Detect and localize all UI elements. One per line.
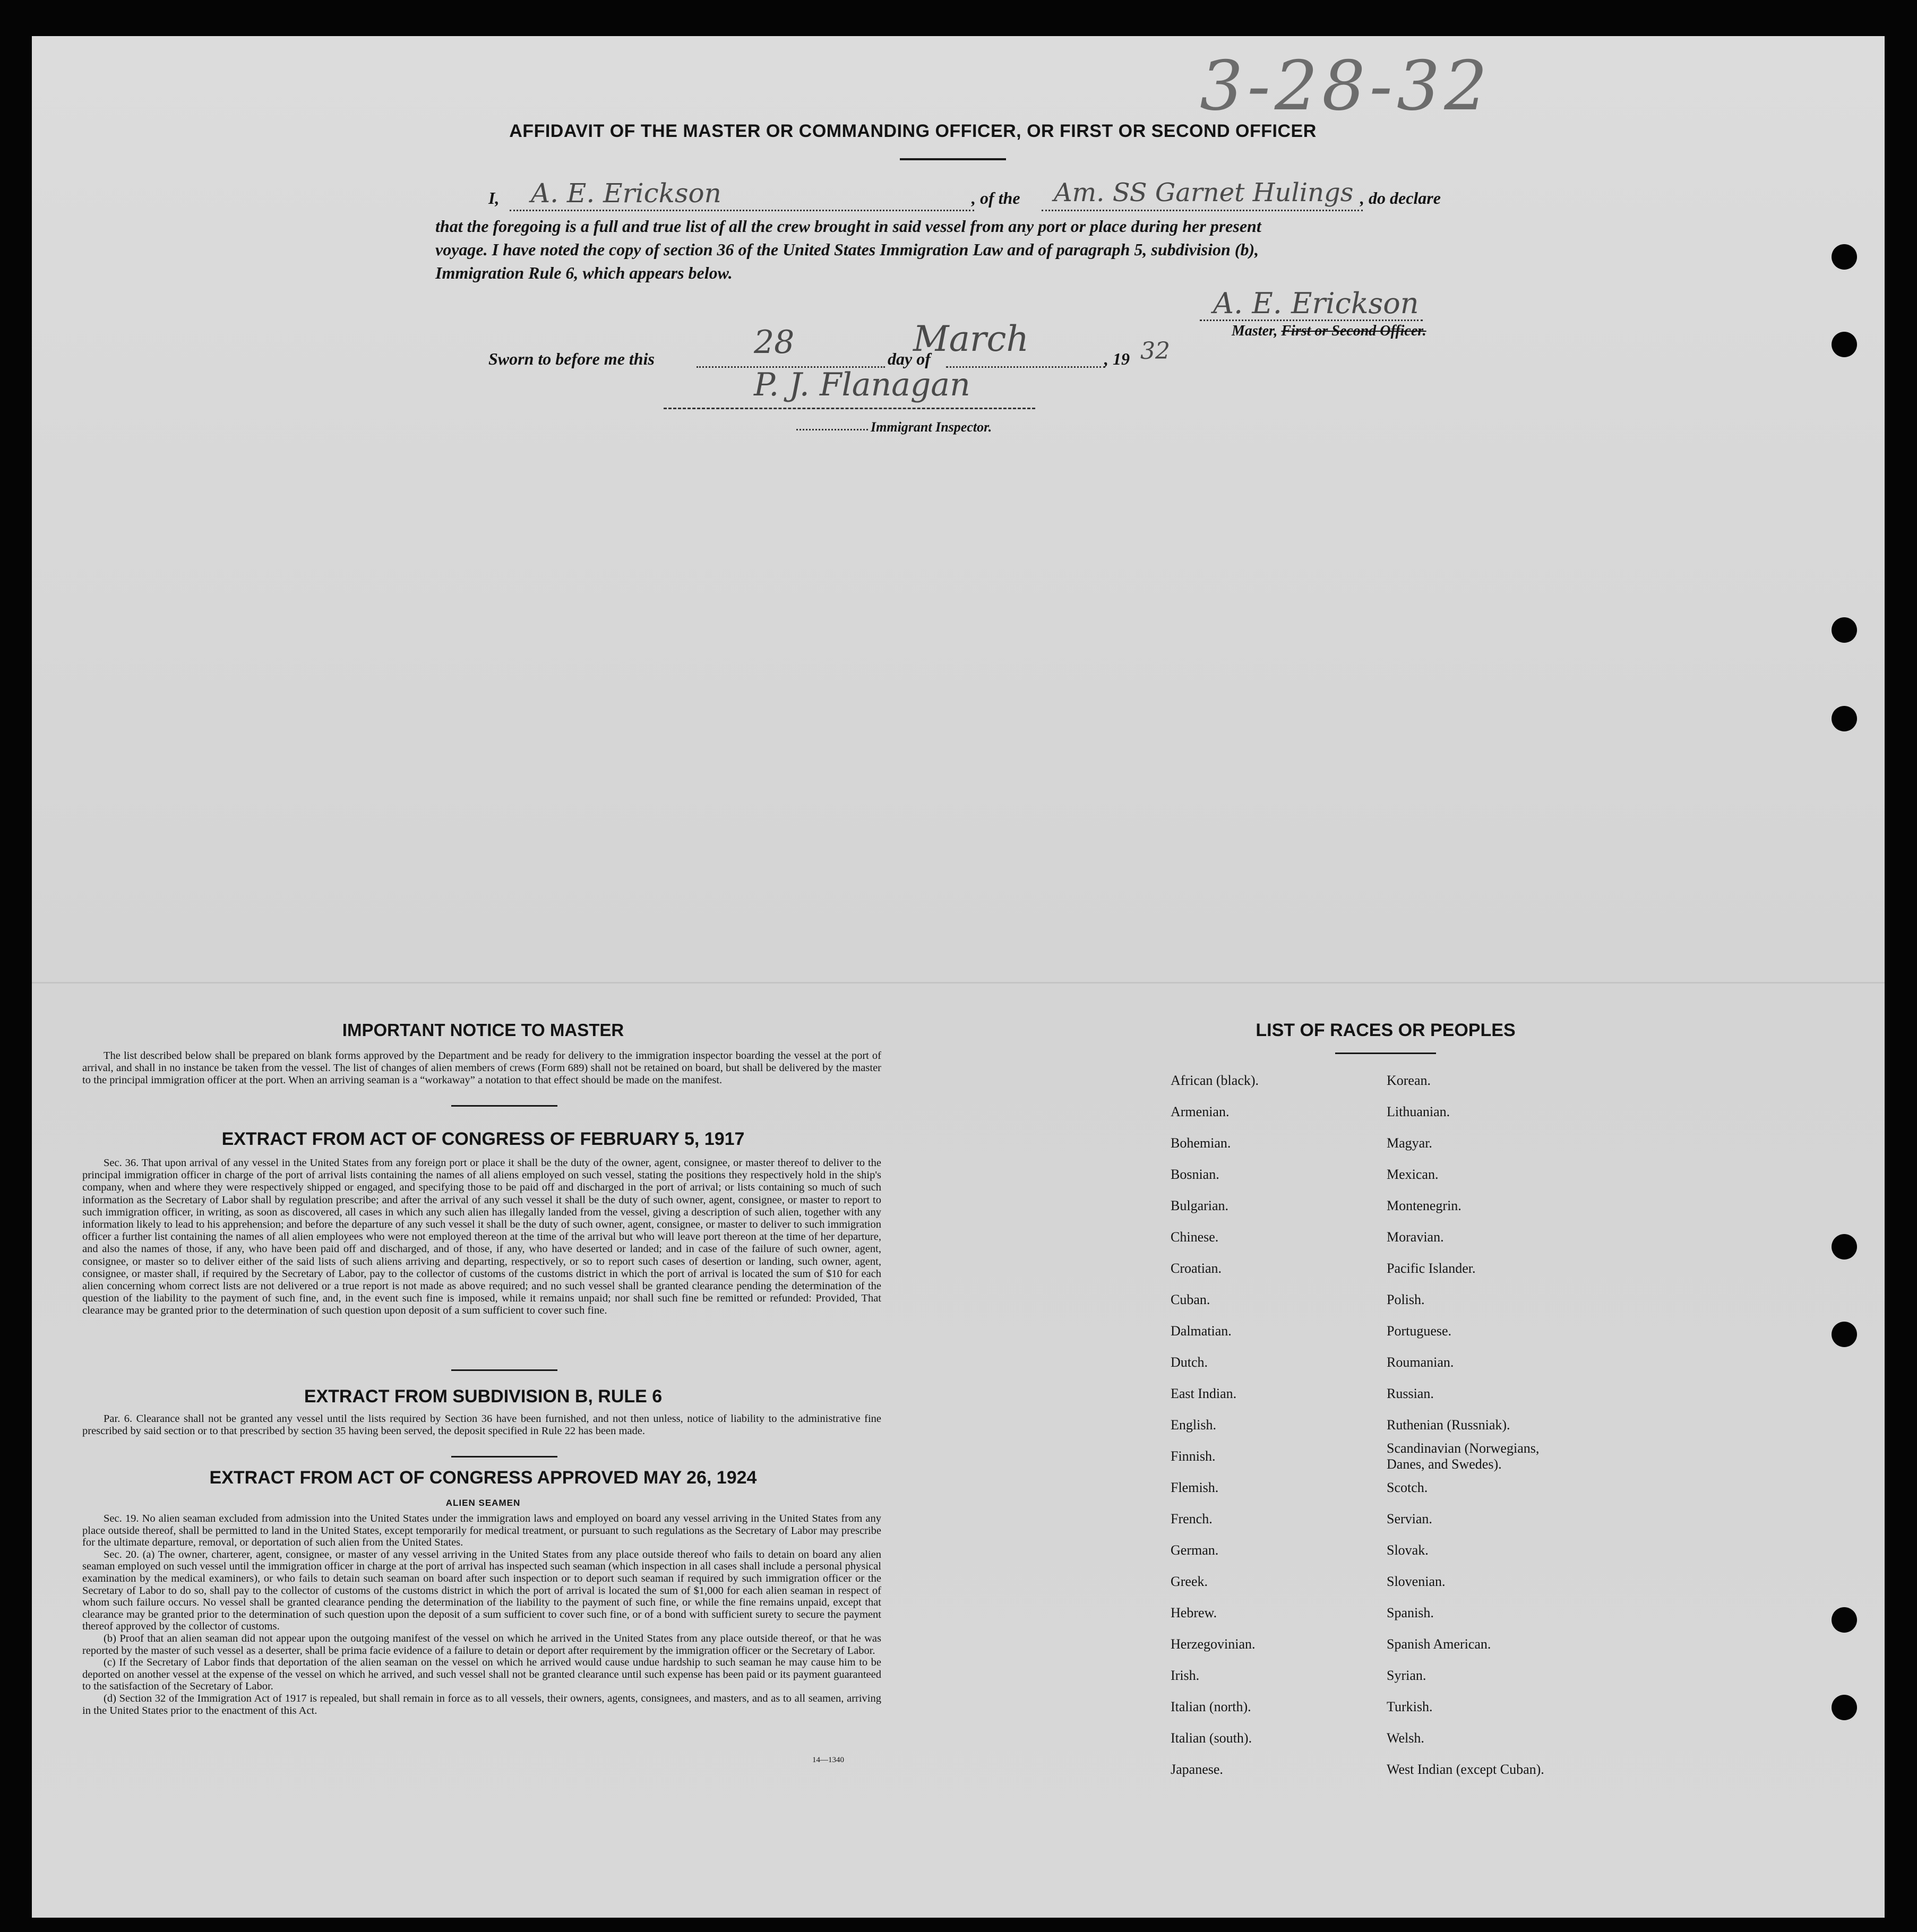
race-item: African (black).	[1171, 1073, 1259, 1088]
race-item: Chinese.	[1171, 1229, 1219, 1245]
race-item: Polish.	[1387, 1292, 1425, 1307]
race-item: Mexican.	[1387, 1167, 1439, 1182]
affidavit-text-line: voyage. I have noted the copy of section 36 of the United States Immigration Law and of paragraph 5, subdivision (b),	[435, 240, 1259, 259]
do-declare-label: , do declare	[1360, 188, 1441, 208]
race-item: Japanese.	[1171, 1762, 1223, 1777]
inspector-label: Immigrant Inspector.	[871, 419, 992, 435]
year-handwritten: 32	[1140, 338, 1170, 365]
race-item: Welsh.	[1387, 1730, 1424, 1746]
master-label: Master,	[1232, 323, 1278, 339]
race-item: Bulgarian.	[1171, 1198, 1229, 1213]
year-label: , 19	[1104, 349, 1130, 368]
rule-6-text	[82, 1413, 881, 1437]
day-of-label: day of	[888, 349, 931, 368]
punch-hole	[1832, 1607, 1857, 1633]
inspector-line	[664, 408, 1035, 409]
rule-6-title: EXTRACT FROM SUBDIVISION B, RULE 6	[304, 1386, 663, 1407]
race-item: Cuban.	[1171, 1292, 1210, 1307]
form-number: 14—1340	[812, 1756, 844, 1764]
sec-20d-paragraph: (d) Section 32 of the Immigration Act of 1917 is repealed, but shall remain in force as to all vessels, their owners, agents, consignees, and masters, and as to all seamen, arriving in the United States prior to the enactment of this Act.	[82, 1692, 881, 1717]
punch-hole	[1832, 1322, 1857, 1347]
race-item: Italian (south).	[1171, 1730, 1252, 1746]
day-handwritten: 28	[754, 324, 795, 361]
race-item: Spanish American.	[1387, 1636, 1491, 1652]
race-item: Moravian.	[1387, 1229, 1444, 1245]
race-item: Herzegovinian.	[1171, 1636, 1256, 1652]
race-item: Dutch.	[1171, 1355, 1208, 1370]
signature-title	[1232, 323, 1426, 340]
race-item: Roumanian.	[1387, 1355, 1454, 1370]
race-item: Montenegrin.	[1387, 1198, 1462, 1213]
extract-1917-text	[82, 1157, 881, 1317]
race-item: Ruthenian (Russniak).	[1387, 1417, 1510, 1433]
race-item: Croatian.	[1171, 1261, 1222, 1276]
section-rule	[451, 1105, 557, 1107]
race-item: French.	[1171, 1511, 1213, 1526]
race-item: Scandinavian (Norwegians, Danes, and Swedes).	[1387, 1441, 1540, 1472]
punch-hole	[1832, 244, 1857, 270]
signature-line	[1200, 320, 1423, 321]
sec-20b-paragraph: (b) Proof that an alien seaman did not appear upon the outgoing manifest of the vessel on which he arrived in the United States from any place outside thereof, or that he was reported by the master of such vessel as a deserter, shall be prima facie evidence of a failure to detain or deport after requirement by the immigration officer or the Secretary of Labor.	[82, 1632, 881, 1657]
punch-hole	[1832, 617, 1857, 643]
declarant-line	[510, 210, 974, 211]
race-item: Russian.	[1387, 1386, 1434, 1401]
punch-hole	[1832, 332, 1857, 357]
race-item: Irish.	[1171, 1668, 1200, 1683]
affidavit-text-line: Immigration Rule 6, which appears below.	[435, 263, 733, 282]
notice-text	[82, 1050, 881, 1086]
races-right-column	[1387, 1065, 1578, 1785]
race-item: Turkish.	[1387, 1699, 1433, 1714]
race-item: Servian.	[1387, 1511, 1432, 1526]
race-item: West Indian (except Cuban).	[1387, 1762, 1544, 1777]
race-item: Pacific Islander.	[1387, 1261, 1476, 1276]
race-item: Flemish.	[1171, 1480, 1219, 1495]
vessel-line	[1042, 210, 1363, 211]
declarant-prefix: I,	[488, 188, 500, 208]
master-signature: A. E. Erickson	[1213, 287, 1419, 320]
race-item: Hebrew.	[1171, 1605, 1217, 1620]
race-item: Magyar.	[1387, 1135, 1432, 1151]
races-left-column	[1171, 1065, 1259, 1785]
section-36-paragraph: Sec. 36. That upon arrival of any vessel in the United States from any foreign port or place it shall be the duty of the owner, agent, consignee, or master thereof to deliver to the principal immigration officer in charge of the port of arrival lists containing the names of all aliens employed on such vessel, stating the positions they respectively hold in the ship's company, when and where they were respectively shipped or engaged, and specifying those to be paid off and discharged in the port of arrival; or lists containing so much of such information as the Secretary of Labor shall by regulation prescribe; and after the arrival of any such vessel it shall be the duty of such owner, agent, consignee, or master to report to such immigration officer, in writing, as soon as discovered, all cases in which any such alien has illegally landed from the vessel, giving a description of such alien, together with any information likely to lead to his apprehension; and before the departure of any such vessel it shall be the duty of such owner, agent, consignee, or master to deliver to such immigration officer a further list containing the names of all alien employees who were not employed thereon at the time of the arrival but who will leave port thereon at the time of her departure, and also the names of those, if any, who have been paid off and discharged, and of those, if any, who have deserted or landed; and in case of the failure of such owner, agent, consignee, or master so to deliver either of the said lists of such aliens arriving and departing, respectively, or so to report such cases of desertion or landing, such owner, agent, consignee, or master shall, if required by the Secretary of Labor, pay to the collector of customs of the customs district in which the port of arrival is located the sum of $10 for each alien concerning whom correct lists are not delivered or a true report is not made as above required; and no such vessel shall be granted clearance pending the determination of the question of the liability to the payment of such fine, and, in the event such fine is imposed, while it remains unpaid; nor shall such fine be remitted or refunded: Provided, That clearance may be granted prior to the determination of such question upon deposit of a sum sufficient to cover such fine.	[82, 1157, 881, 1317]
races-title: LIST OF RACES OR PEOPLES	[1256, 1020, 1516, 1040]
of-the-label: , of the	[972, 188, 1020, 208]
race-item: Lithuanian.	[1387, 1104, 1450, 1119]
sec-20a-paragraph: Sec. 20. (a) The owner, charterer, agent, consignee, or master of any vessel arriving in the United States from any place outside thereof who fails to detain on board any alien seaman employed on such vessel until the immigration officer in charge at the port of arrival has inspected such seaman (which inspection in all cases shall include a personal physical examination by the medical examiners), or who fails to detain such seaman on board after such inspection or to deport such seaman if required by such immigration officer or the Secretary of Labor to do so, shall pay to the collector of customs of the customs district in which the port of arrival is located the sum of $1,000 for each alien seaman in respect of whom such failure occurs. No vessel shall be granted clearance pending the determination of the liability to the payment of such fine, or while the fine remains unpaid, except that clearance may be granted prior to the determination of such question upon the deposit of a sum sufficient to cover such fine, or of a bond with sufficient surety to secure the payment thereof approved by the collector of customs.	[82, 1548, 881, 1633]
race-item: German.	[1171, 1542, 1219, 1558]
race-item: East Indian.	[1171, 1386, 1237, 1401]
declarant-name: A. E. Erickson	[531, 178, 721, 209]
races-title-rule	[1335, 1053, 1436, 1054]
sworn-label: Sworn to before me this	[488, 349, 655, 368]
extract-1917-title: EXTRACT FROM ACT OF CONGRESS OF FEBRUARY 5, 1917	[221, 1129, 745, 1149]
race-item: Scotch.	[1387, 1480, 1428, 1495]
race-item: Slovak.	[1387, 1542, 1429, 1558]
alien-seamen-subtitle: ALIEN SEAMEN	[445, 1498, 521, 1508]
race-item: Italian (north).	[1171, 1699, 1251, 1714]
month-handwritten: March	[913, 318, 1029, 359]
race-item: Slovenian.	[1387, 1574, 1446, 1589]
sec-19-paragraph: Sec. 19. No alien seaman excluded from admission into the United States under the immigration laws and employed on board any vessel arriving in the United States from any place outside thereof, shall be permitted to land in the United States, except temporarily for medical treatment, or pursuant to such regulations as the Secretary of Labor may prescribe for the ultimate departure, removal, or deportation of such alien from the United States.	[82, 1513, 881, 1549]
date-stamp: 3-28-32	[1200, 47, 1492, 126]
extract-1924-title: EXTRACT FROM ACT OF CONGRESS APPROVED MAY 26, 1924	[209, 1468, 757, 1488]
race-item: Finnish.	[1171, 1448, 1216, 1464]
punch-hole	[1832, 706, 1857, 731]
race-item: Bohemian.	[1171, 1135, 1231, 1151]
race-item: Spanish.	[1387, 1605, 1434, 1620]
race-item: Greek.	[1171, 1574, 1208, 1589]
affidavit-text-line: that the foregoing is a full and true list of all the crew brought in said vessel from any port or place during her present	[435, 217, 1261, 236]
extract-1924-text	[82, 1513, 881, 1717]
title-rule	[900, 158, 1006, 160]
page-fold	[32, 982, 1885, 984]
race-item: Dalmatian.	[1171, 1323, 1232, 1339]
race-item: Portuguese.	[1387, 1323, 1452, 1339]
par-6-paragraph: Par. 6. Clearance shall not be granted any vessel until the lists required by Section 36 have been furnished, and not then unless, notice of liability to the administrative fine prescribed by said section or to that prescribed by section 35 having been served, the deposit specified in Rule 22 has been made.	[82, 1413, 881, 1437]
race-item: Bosnian.	[1171, 1167, 1219, 1182]
inspector-signature: P. J. Flanagan	[754, 366, 970, 403]
race-item: Syrian.	[1387, 1668, 1426, 1683]
race-item: English.	[1171, 1417, 1216, 1433]
inspector-line-short	[796, 429, 868, 430]
struck-officer-label: First or Second Officer.	[1281, 323, 1426, 339]
notice-paragraph: The list described below shall be prepared on blank forms approved by the Department and be ready for delivery to the immigration inspector boarding the vessel at the port of arrival, and shall in no instance be taken from the vessel. The list of changes of alien members of crews (Form 689) shall not be retained on board, but shall be delivered by the master to the principal immigration officer at the port. When an arriving seaman is a “workaway” a notation to that effect should be made on the manifest.	[82, 1050, 881, 1086]
vessel-name: Am. SS Garnet Hulings	[1054, 178, 1354, 208]
section-rule	[451, 1456, 557, 1457]
sec-20c-paragraph: (c) If the Secretary of Labor finds that deportation of the alien seaman on the vessel on which he arrived would cause undue hardship to such seaman he may cause him to be deported on another vessel at the expense of the vessel on which he arrived, and such vessel shall not be granted clearance until such expense has been paid or its payment guaranteed to the satisfaction of the Secretary of Labor.	[82, 1657, 881, 1693]
section-rule	[451, 1369, 557, 1371]
race-item: Armenian.	[1171, 1104, 1230, 1119]
race-item: Korean.	[1387, 1073, 1431, 1088]
affidavit-title: AFFIDAVIT OF THE MASTER OR COMMANDING OFFICER, OR FIRST OR SECOND OFFICER	[509, 121, 1317, 141]
punch-hole	[1832, 1234, 1857, 1260]
notice-title: IMPORTANT NOTICE TO MASTER	[342, 1020, 624, 1040]
punch-hole	[1832, 1695, 1857, 1720]
